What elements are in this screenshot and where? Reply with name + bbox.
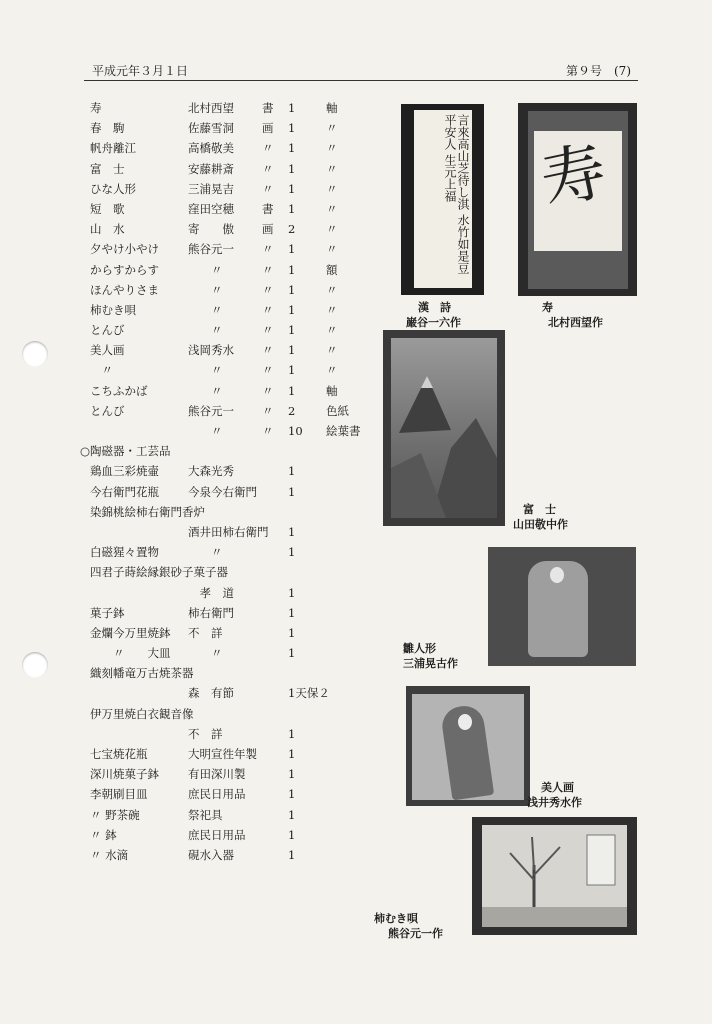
- work-unit: 〃: [326, 323, 338, 338]
- craft-name: 〃 野茶碗: [90, 807, 140, 822]
- work-qty: 1: [288, 161, 296, 176]
- craft-qty: 1: [288, 747, 296, 761]
- photo-kanshi: [401, 104, 484, 295]
- caption-bijin-title: 美人画: [541, 781, 574, 794]
- craft-qty: 1: [288, 767, 296, 782]
- work-kind: 書: [262, 101, 274, 115]
- work-row: [90, 179, 380, 199]
- craft-row: [90, 845, 380, 865]
- work-kind: 〃: [262, 424, 274, 438]
- craft-row: [90, 583, 380, 603]
- kotobuki-paper: [534, 131, 622, 251]
- work-row: [90, 199, 380, 219]
- craft-row: [90, 542, 380, 562]
- craft-row: [90, 744, 380, 764]
- work-unit: 〃: [326, 181, 338, 196]
- craft-row: [90, 683, 380, 703]
- work-kind: 〃: [262, 403, 274, 418]
- craft-qty: 1: [288, 625, 296, 640]
- collection-list: [80, 98, 380, 865]
- work-qty: 10: [288, 424, 303, 438]
- photo-bijin: [406, 686, 530, 806]
- work-unit: 〃: [326, 121, 338, 136]
- section-crafts-row: [80, 441, 380, 461]
- caption-kanshi: [406, 300, 461, 330]
- craft-author: 〃: [188, 646, 223, 661]
- work-row: [90, 159, 380, 179]
- kaki-painting: [482, 825, 627, 927]
- craft-qty: 1: [288, 545, 296, 560]
- craft-author: 祭祀具: [188, 807, 223, 822]
- work-kind: 〃: [262, 323, 274, 338]
- work-name: 春 駒: [90, 121, 125, 136]
- craft-row: [90, 522, 380, 542]
- work-author: 〃: [188, 323, 223, 338]
- work-row: [90, 320, 380, 340]
- craft-qty: 1天保２: [288, 686, 330, 701]
- work-qty: 1: [288, 343, 296, 358]
- work-row: [90, 340, 380, 360]
- work-kind: 書: [262, 201, 274, 216]
- work-kind: 〃: [262, 141, 274, 156]
- caption-fuji-title: 富 士: [523, 503, 556, 516]
- craft-author: 柿右衛門: [188, 605, 234, 620]
- work-author: 北村西望: [188, 101, 234, 115]
- work-name: 短 歌: [90, 201, 125, 216]
- work-name: からすからす: [90, 262, 159, 277]
- work-unit: 〃: [326, 141, 338, 156]
- bijin-face: [458, 714, 472, 730]
- works-list: [90, 98, 380, 441]
- craft-author: 森 有節: [188, 686, 234, 701]
- work-name: ひな人形: [90, 181, 136, 196]
- binder-hole-top: [22, 341, 48, 367]
- craft-row: [90, 502, 380, 522]
- kanshi-calligraphy: [443, 114, 469, 282]
- work-name: 帆舟離江: [90, 141, 136, 156]
- caption-hina-author: 三浦晃古作: [403, 657, 458, 670]
- work-qty: 1: [288, 242, 296, 257]
- work-author: 〃: [188, 363, 223, 378]
- work-kind: 〃: [262, 181, 274, 196]
- craft-qty: 1: [288, 646, 296, 661]
- craft-qty: 1: [288, 827, 296, 842]
- craft-author: 大明宣徃年製: [188, 747, 257, 761]
- craft-row: [90, 623, 380, 643]
- work-author: 寄 傲: [188, 222, 234, 237]
- work-row: [90, 118, 380, 138]
- craft-name: 伊万里焼白衣観音像: [90, 706, 194, 721]
- work-author: 三浦晃吉: [188, 181, 234, 196]
- caption-fuji: [513, 502, 568, 532]
- craft-qty: 1: [288, 787, 296, 802]
- craft-author: 庶民日用品: [188, 787, 246, 802]
- work-row: [90, 239, 380, 259]
- craft-row: [90, 603, 380, 623]
- photo-hina: [488, 547, 636, 666]
- craft-author: 〃: [188, 545, 223, 560]
- work-qty: 1: [288, 181, 296, 196]
- work-row: [90, 300, 380, 320]
- work-kind: 画: [262, 121, 274, 136]
- caption-kaki-author: 熊谷元一作: [388, 927, 443, 940]
- caption-hina: [403, 641, 458, 671]
- craft-author: 今泉今右衛門: [188, 484, 257, 499]
- work-row: [90, 138, 380, 158]
- work-row: [90, 219, 380, 239]
- craft-row: [90, 663, 380, 683]
- craft-name: 鶏血三彩焼壷: [90, 464, 159, 479]
- craft-name: 金爛今万里焼鉢: [90, 625, 171, 640]
- fuji-mountain-icon: [391, 338, 497, 518]
- work-qty: 1: [288, 201, 296, 216]
- calligraphy-line-1: 言來高山芝待し淇: [456, 114, 470, 210]
- craft-name: 織刻幡竜万古焼茶器: [90, 666, 194, 681]
- work-author: 〃: [188, 302, 223, 317]
- work-name: 富 士: [90, 161, 125, 176]
- caption-kanshi-title: 漢 詩: [418, 301, 451, 314]
- craft-row: [90, 825, 380, 845]
- work-name: とんび: [90, 323, 125, 338]
- work-author: 熊谷元一: [188, 242, 234, 257]
- work-name: とんび: [90, 403, 125, 418]
- work-author: 窪田空穂: [188, 201, 234, 216]
- work-name: 〃: [90, 363, 113, 378]
- tree-icon: [482, 825, 627, 927]
- work-kind: 〃: [262, 383, 274, 398]
- kotobuki-scroll: [528, 111, 628, 289]
- craft-author: 庶民日用品: [188, 827, 246, 842]
- work-unit: 色紙: [326, 403, 349, 418]
- craft-name: 深川焼菓子鉢: [90, 767, 159, 782]
- work-kind: 〃: [262, 282, 274, 297]
- work-row: [90, 381, 380, 401]
- craft-row: [90, 805, 380, 825]
- work-unit: 軸: [326, 383, 338, 398]
- photo-kaki: [472, 817, 637, 935]
- work-row: [90, 280, 380, 300]
- caption-kotobuki-author: 北村西望作: [548, 316, 603, 329]
- work-unit: 軸: [326, 101, 338, 115]
- hina-doll-face: [550, 567, 564, 583]
- work-unit: 〃: [326, 302, 338, 317]
- work-kind: 〃: [262, 161, 274, 176]
- caption-bijin-author: 浅井秀水作: [527, 796, 582, 809]
- craft-author: 孝 道: [188, 585, 234, 600]
- work-unit: 〃: [326, 282, 338, 297]
- craft-row: [90, 704, 380, 724]
- craft-qty: 1: [288, 585, 296, 600]
- work-qty: 1: [288, 121, 296, 136]
- work-qty: 1: [288, 383, 296, 398]
- work-author: 安藤耕斎: [188, 161, 234, 176]
- work-kind: 画: [262, 222, 274, 237]
- binder-hole-bottom: [22, 652, 48, 678]
- caption-kotobuki-title: 寿: [542, 301, 553, 314]
- caption-kotobuki: [542, 300, 603, 330]
- craft-name: 四君子蒔絵縁銀砂子菓子器: [90, 565, 228, 580]
- work-row: [90, 260, 380, 280]
- issue-number: 第９号 (7): [566, 64, 631, 78]
- craft-name: 〃 鉢: [90, 827, 117, 842]
- work-qty: 1: [288, 101, 296, 115]
- photo-kotobuki: [518, 103, 637, 296]
- work-unit: 額: [326, 262, 338, 277]
- work-row: [90, 401, 380, 421]
- craft-qty: 1: [288, 484, 296, 499]
- header-rule: [84, 80, 638, 81]
- craft-author: 不 詳: [188, 625, 223, 640]
- craft-name: 李朝刷目皿: [90, 787, 148, 802]
- craft-name: 白磁猩々置物: [90, 545, 159, 560]
- craft-qty: 1: [288, 524, 296, 539]
- work-author: 佐藤雪洞: [188, 121, 234, 136]
- caption-kaki-title: 柿むき唄: [374, 912, 418, 925]
- craft-author: 酒井田柿右衛門: [188, 524, 269, 539]
- craft-qty: 1: [288, 847, 296, 862]
- calligraphy-line-2: 水竹如是豆平安人: [443, 114, 470, 274]
- work-qty: 1: [288, 363, 296, 378]
- work-kind: 〃: [262, 343, 274, 358]
- craft-row: [90, 562, 380, 582]
- fuji-painting: [391, 338, 497, 518]
- craft-qty: 1: [288, 726, 296, 741]
- craft-qty: 1: [288, 605, 296, 620]
- bijin-painting: [412, 694, 524, 800]
- craft-row: [90, 724, 380, 744]
- craft-qty: 1: [288, 807, 296, 822]
- work-unit: 〃: [326, 201, 338, 216]
- work-author: 〃: [188, 424, 223, 438]
- work-author: 〃: [188, 282, 223, 297]
- craft-author: 不 詳: [188, 726, 223, 741]
- craft-name: 七宝焼花瓶: [90, 747, 148, 761]
- work-author: 〃: [188, 383, 223, 398]
- work-qty: 2: [288, 403, 296, 418]
- work-name: こちふかば: [90, 383, 148, 398]
- work-qty: 2: [288, 222, 296, 237]
- caption-bijin: [527, 780, 582, 810]
- crafts-list: [90, 461, 380, 865]
- caption-kaki: [374, 911, 443, 941]
- work-author: 浅岡秀水: [188, 343, 234, 358]
- work-name: 山 水: [90, 222, 125, 237]
- work-name: 夕やけ小やけ: [90, 242, 159, 257]
- work-name: 寿: [90, 101, 102, 115]
- work-row: [90, 421, 380, 441]
- work-unit: 〃: [326, 161, 338, 176]
- work-author: 熊谷元一: [188, 403, 234, 418]
- work-qty: 1: [288, 282, 296, 297]
- craft-name: 菓子鉢: [90, 605, 125, 620]
- craft-name: 〃 大皿: [90, 646, 171, 661]
- caption-fuji-author: 山田敬中作: [513, 518, 568, 531]
- issue-date: 平成元年３月１日: [92, 64, 189, 78]
- work-unit: 〃: [326, 242, 338, 257]
- work-qty: 1: [288, 323, 296, 338]
- craft-name: 染錦桃絵柿右衛門香炉: [90, 504, 205, 519]
- work-row: [90, 98, 380, 118]
- work-name: 柿むき唄: [90, 302, 136, 317]
- craft-author: 有田深川製: [188, 767, 246, 782]
- caption-hina-title: 雛人形: [403, 642, 436, 655]
- craft-row: [90, 784, 380, 804]
- work-name: 美人画: [90, 343, 125, 358]
- work-author: 高橋敬美: [188, 141, 234, 156]
- work-unit: 〃: [326, 222, 338, 237]
- work-unit: 〃: [326, 363, 338, 378]
- caption-kanshi-author: 巌谷一六作: [406, 316, 461, 329]
- craft-name: 〃 水滴: [90, 847, 129, 862]
- work-kind: 〃: [262, 242, 274, 257]
- calligraphy-line-3: 生元上福: [443, 153, 457, 202]
- work-kind: 〃: [262, 302, 274, 317]
- craft-row: [90, 643, 380, 663]
- work-unit: 〃: [326, 343, 338, 358]
- photo-fuji: [383, 330, 505, 526]
- craft-row: [90, 482, 380, 502]
- craft-qty: 1: [288, 464, 296, 479]
- work-name: ほんやりさま: [90, 282, 159, 297]
- section-title: ○陶磁器・工芸品: [80, 444, 171, 459]
- craft-author: 大森光秀: [188, 464, 234, 479]
- work-row: [90, 360, 380, 380]
- work-qty: 1: [288, 141, 296, 156]
- work-qty: 1: [288, 302, 296, 317]
- work-kind: 〃: [262, 262, 274, 277]
- kanshi-scroll: [414, 110, 472, 288]
- craft-name: 今右衛門花瓶: [90, 484, 159, 499]
- kotobuki-glyph: 寿: [535, 134, 613, 220]
- craft-row: [90, 461, 380, 481]
- work-unit: 絵葉書: [326, 424, 361, 438]
- craft-author: 硯水入器: [188, 847, 234, 862]
- work-kind: 〃: [262, 363, 274, 378]
- craft-row: [90, 764, 380, 784]
- work-author: 〃: [188, 262, 223, 277]
- work-qty: 1: [288, 262, 296, 277]
